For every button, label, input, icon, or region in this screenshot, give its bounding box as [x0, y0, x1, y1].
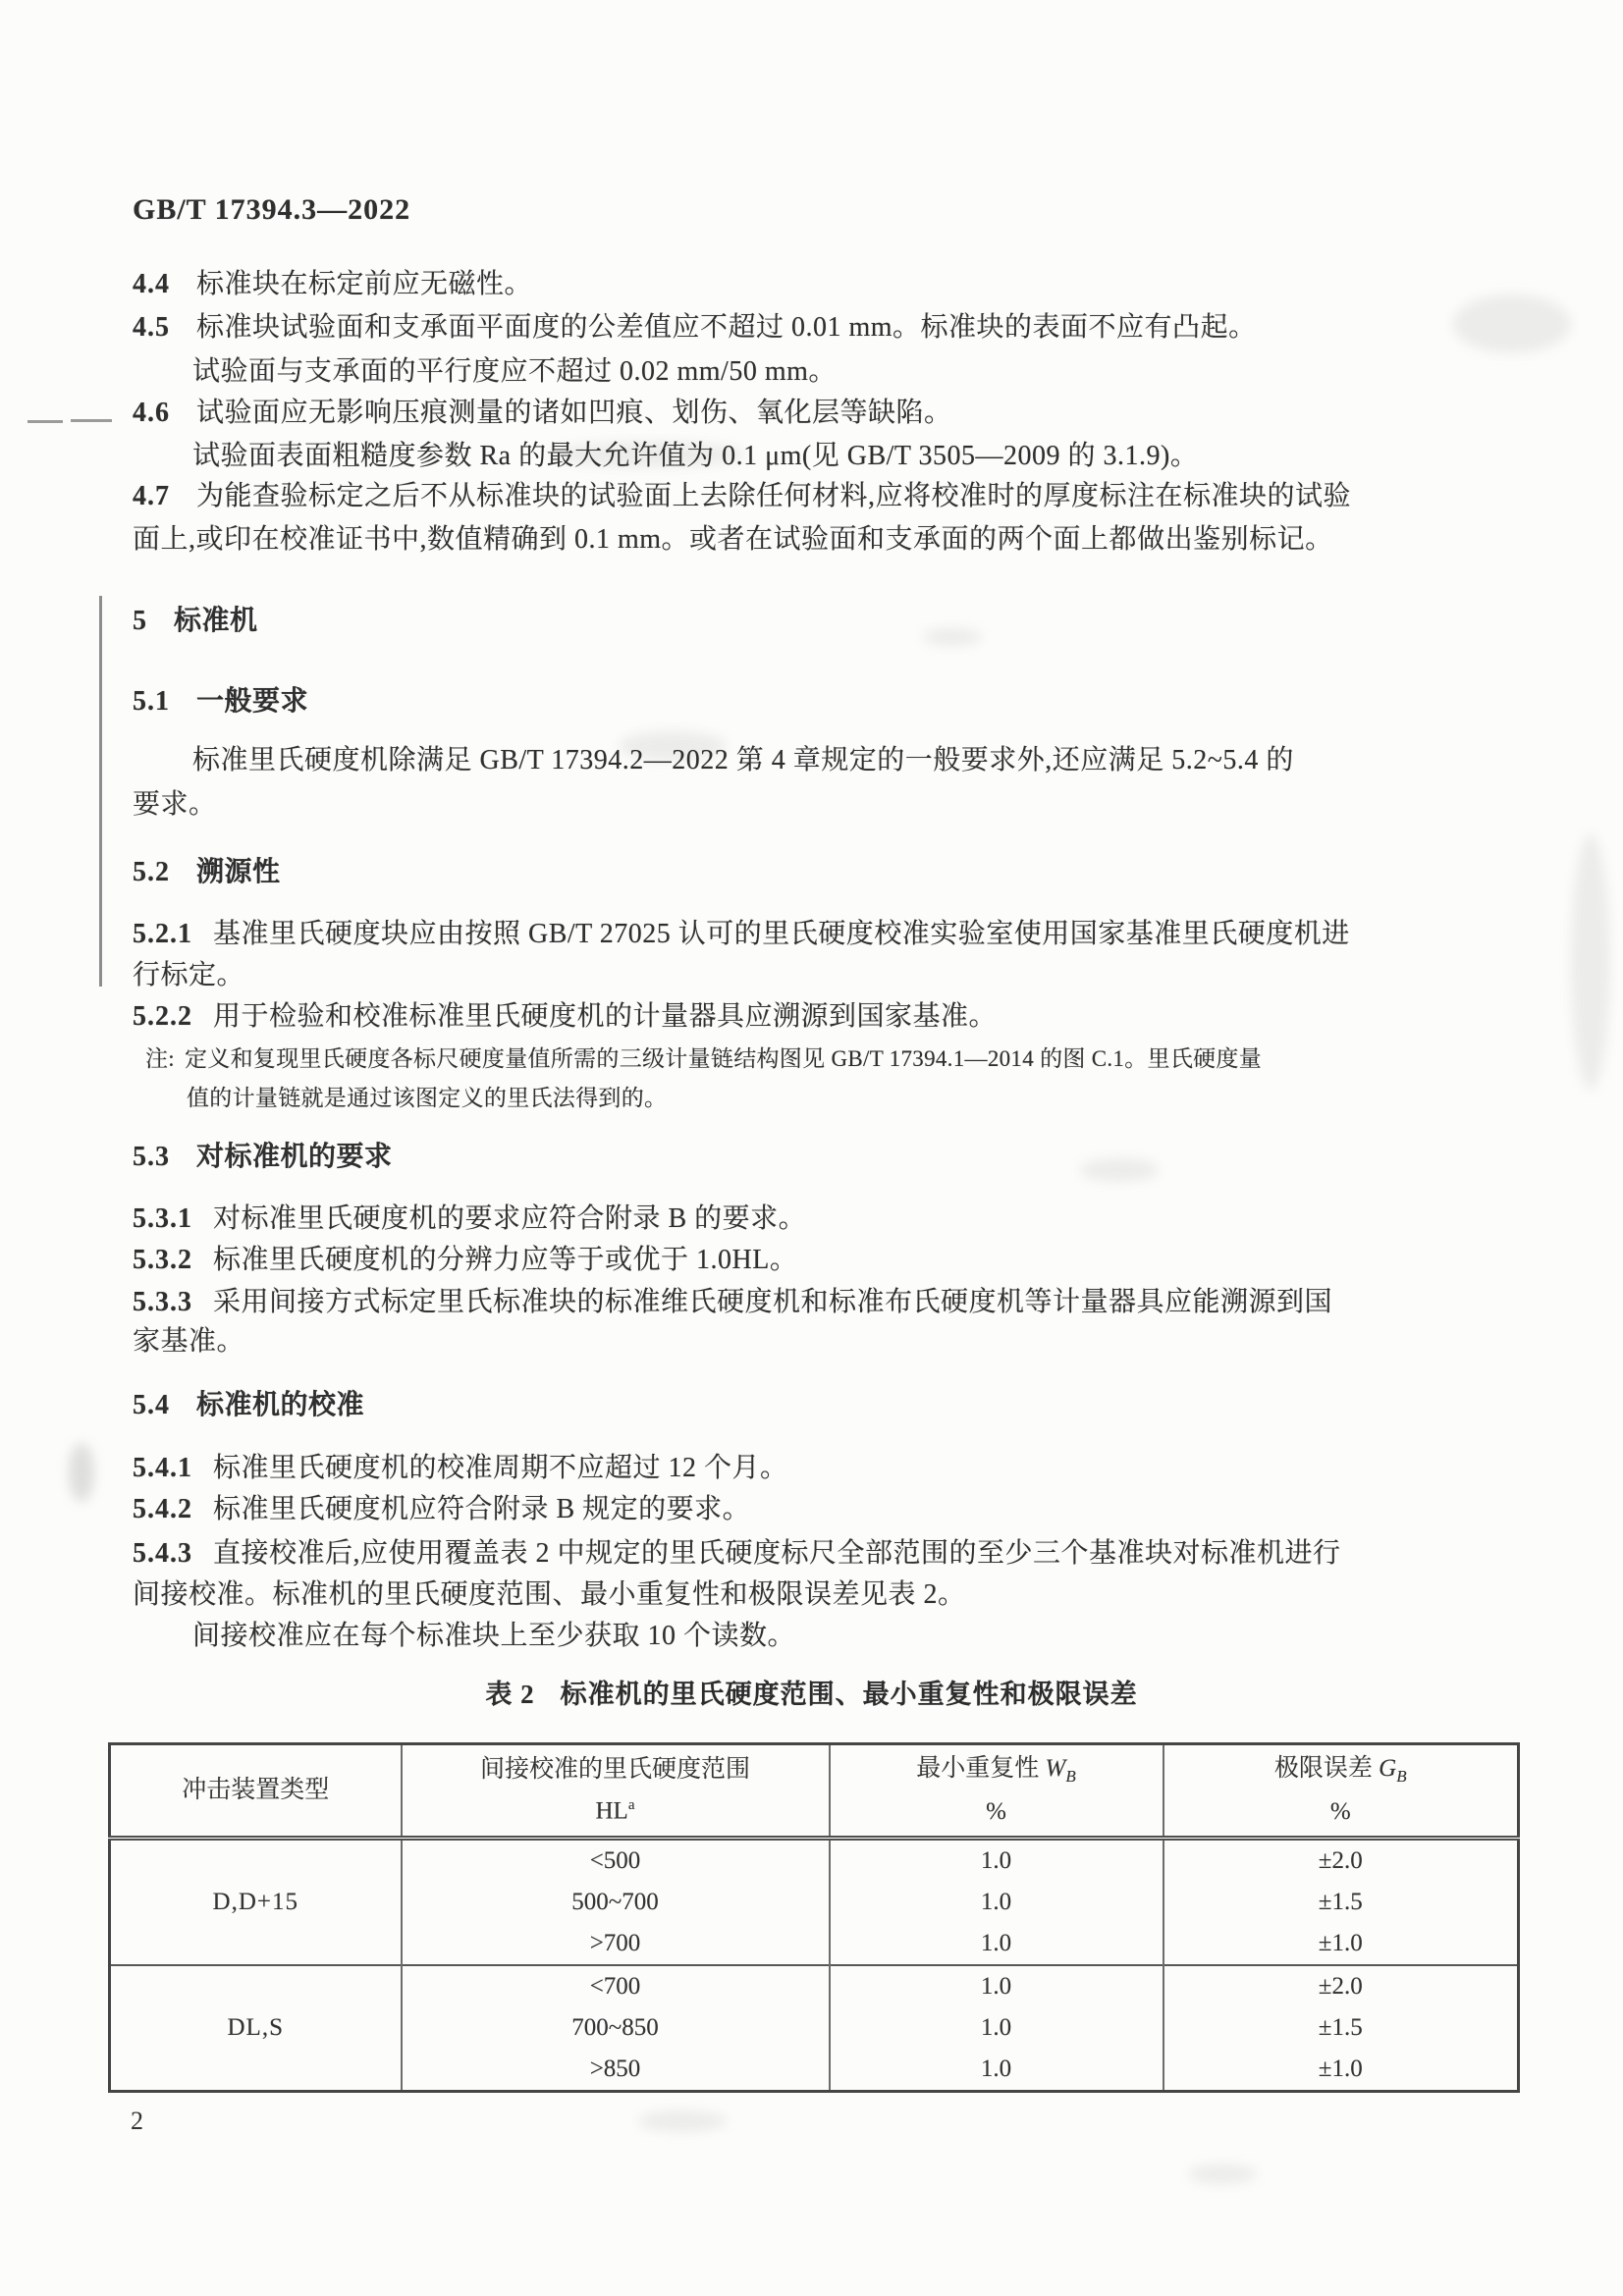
scan-artifact	[69, 1443, 94, 1502]
heading-number: 5.4	[133, 1390, 170, 1420]
repeatability-cell: 1.0	[830, 1882, 1163, 1923]
table-caption-text: 标准机的里氏硬度范围、最小重复性和极限误差	[560, 1680, 1138, 1709]
clause-4-5-line1	[133, 311, 1257, 345]
standard-code-header: GB/T 17394.3—2022	[133, 193, 411, 226]
note-line1	[145, 1042, 1262, 1076]
range-cell: <500	[402, 1839, 830, 1883]
clause-text: 对标准里氏硬度机的要求应符合附录 B 的要求。	[213, 1203, 807, 1234]
range-cell: >850	[402, 2049, 830, 2092]
clause-5-2-2	[133, 1000, 997, 1034]
clause-number: 5.3.2	[133, 1245, 192, 1275]
unit-percent: %	[986, 1798, 1006, 1825]
note-line2: 值的计量链就是通过该图定义的里氏法得到的。	[187, 1086, 668, 1110]
heading-number: 5.3	[133, 1142, 170, 1172]
scan-artifact	[638, 2110, 727, 2132]
range-cell: <700	[402, 1965, 830, 2007]
clause-number: 5.2.1	[133, 919, 192, 949]
clause-text: 为能查验标定之后不从标准块的试验面上去除任何材料,应将校准时的厚度标注在标准块的试验	[196, 481, 1352, 511]
error-cell: ±1.0	[1163, 1923, 1519, 1965]
heading-number: 5	[133, 606, 147, 636]
clause-4-6-line2: 试验面表面粗糙度参数 Ra 的最大允许值为 0.1 μm(见 GB/T 3505—2009 的 3.1.9)。	[192, 441, 1199, 471]
heading-title: 溯源性	[196, 857, 281, 887]
clause-5-3-3-line1	[133, 1286, 1332, 1319]
table-header-row	[110, 1744, 1519, 1839]
clause-4-7-line1	[133, 480, 1351, 513]
repeatability-cell: 1.0	[830, 1923, 1163, 1965]
unit-percent: %	[1329, 1798, 1351, 1825]
clause-number: 5.3.1	[133, 1203, 192, 1234]
clause-5-4-3-line3: 间接校准应在每个标准块上至少获取 10 个读数。	[192, 1621, 796, 1651]
device-type-cell: DL,S	[110, 1965, 402, 2092]
clause-number: 5.4.3	[133, 1538, 192, 1569]
heading-number: 5.1	[133, 686, 170, 717]
range-cell: >700	[402, 1923, 830, 1965]
clause-text: 标准块在标定前应无磁性。	[196, 269, 533, 299]
error-cell: ±1.5	[1163, 2007, 1519, 2049]
para-5-1-line1: 标准里氏硬度机除满足 GB/T 17394.2—2022 第 4 章规定的一般要求外,还应满足 5.2~5.4 的	[192, 745, 1294, 775]
range-cell: 700~850	[402, 2007, 830, 2049]
scan-artifact	[1453, 294, 1571, 353]
clause-5-3-3-line2: 家基准。	[133, 1326, 245, 1357]
clause-text: 采用间接方式标定里氏标准块的标准维氏硬度机和标准布氏硬度机等计量器具应能溯源到国	[213, 1287, 1333, 1317]
table-2	[108, 1742, 1520, 2093]
clause-text: 基准里氏硬度块应由按照 GB/T 27025 认可的里氏硬度校准实验室使用国家基准里氏硬度机进	[213, 919, 1350, 949]
table-row	[110, 1839, 1519, 1883]
heading-title: 标准机	[174, 606, 258, 636]
clause-5-4-3-line1	[133, 1537, 1341, 1571]
revision-dash	[27, 420, 63, 423]
col-header-limit-error: 极限误差 $G_B$ %	[1163, 1744, 1519, 1839]
col-header-impact-device-type: 冲击装置类型	[110, 1744, 402, 1839]
clause-4-7-line2: 面上,或印在校准证书中,数值精确到 0.1 mm。或者在试验面和支承面的两个面上都做出鉴别标记。	[133, 524, 1333, 555]
error-cell: ±1.0	[1163, 2049, 1519, 2092]
clause-text: 标准里氏硬度机应符合附录 B 规定的要求。	[213, 1494, 751, 1524]
heading-number: 5.2	[133, 857, 170, 887]
repeatability-cell: 1.0	[830, 1965, 1163, 2007]
table-row	[110, 1965, 1519, 2007]
clause-4-4	[133, 268, 532, 301]
clause-5-2-1-line2: 行标定。	[133, 960, 245, 990]
heading-5-3	[133, 1141, 393, 1174]
heading-title: 标准机的校准	[196, 1390, 365, 1420]
clause-number: 5.4.2	[133, 1494, 192, 1524]
range-cell: 500~700	[402, 1882, 830, 1923]
heading-5	[133, 605, 258, 638]
clause-number: 4.6	[133, 398, 170, 428]
clause-number: 5.3.3	[133, 1287, 192, 1317]
footnote-marker: a	[627, 1796, 635, 1813]
col-header-hardness-range: 间接校准的里氏硬度范围 $HL^a$	[402, 1744, 830, 1839]
table-caption-label: 表 2	[485, 1680, 535, 1709]
clause-text: 试验面应无影响压痕测量的诸如凹痕、划伤、氧化层等缺陷。	[196, 398, 952, 428]
clause-5-4-3-line2: 间接校准。标准机的里氏硬度范围、最小重复性和极限误差见表 2。	[133, 1579, 966, 1610]
revision-dash	[71, 419, 112, 422]
para-5-1-line2: 要求。	[133, 789, 217, 820]
scan-artifact	[1080, 1158, 1159, 1182]
clause-text: 用于检验和校准标准里氏硬度机的计量器具应溯源到国家基准。	[213, 1001, 998, 1032]
note-text: 定义和复现里氏硬度各标尺硬度量值所需的三级计量链结构图见 GB/T 17394.1—2014 的图 C.1。里氏硬度量	[185, 1046, 1263, 1071]
repeatability-cell: 1.0	[830, 2007, 1163, 2049]
scan-artifact	[923, 628, 982, 646]
revision-bar	[99, 596, 102, 987]
clause-text: 标准里氏硬度机的分辨力应等于或优于 1.0HL。	[213, 1245, 798, 1275]
clause-4-5-line2: 试验面与支承面的平行度应不超过 0.02 mm/50 mm。	[192, 356, 837, 387]
heading-5-4	[133, 1389, 364, 1422]
repeatability-cell: 1.0	[830, 1839, 1163, 1883]
device-type-cell: D,D+15	[110, 1839, 402, 1966]
clause-number: 4.4	[133, 269, 170, 299]
clause-text: 标准里氏硬度机的校准周期不应超过 12 个月。	[213, 1453, 788, 1483]
clause-5-2-1-line1	[133, 918, 1350, 951]
scan-artifact	[1188, 2164, 1257, 2184]
clause-number: 4.5	[133, 312, 170, 343]
clause-number: 4.7	[133, 481, 170, 511]
clause-5-4-2	[133, 1493, 750, 1526]
error-cell: ±2.0	[1163, 1839, 1519, 1883]
error-cell: ±2.0	[1163, 1965, 1519, 2007]
error-cell: ±1.5	[1163, 1882, 1519, 1923]
clause-5-4-1	[133, 1452, 788, 1485]
clause-5-3-1	[133, 1202, 806, 1236]
clause-text: 直接校准后,应使用覆盖表 2 中规定的里氏硬度标尺全部范围的至少三个基准块对标准机进行	[213, 1538, 1341, 1569]
note-label: 注:	[145, 1046, 175, 1071]
heading-5-1	[133, 685, 308, 719]
clause-number: 5.2.2	[133, 1001, 192, 1032]
clause-text: 标准块试验面和支承面平面度的公差值应不超过 0.01 mm。标准块的表面不应有凸起。	[196, 312, 1257, 343]
heading-5-2	[133, 856, 281, 889]
col-header-min-repeatability: 最小重复性 $W_B$ %	[830, 1744, 1163, 1839]
page-number: 2	[131, 2107, 143, 2135]
repeatability-cell: 1.0	[830, 2049, 1163, 2092]
heading-title: 对标准机的要求	[196, 1142, 393, 1172]
clause-5-3-2	[133, 1244, 797, 1277]
scan-artifact	[1571, 834, 1610, 1090]
heading-title: 一般要求	[196, 686, 309, 717]
table-2-caption	[0, 1673, 1623, 1711]
clause-number: 5.4.1	[133, 1453, 192, 1483]
clause-4-6-line1	[133, 397, 952, 430]
